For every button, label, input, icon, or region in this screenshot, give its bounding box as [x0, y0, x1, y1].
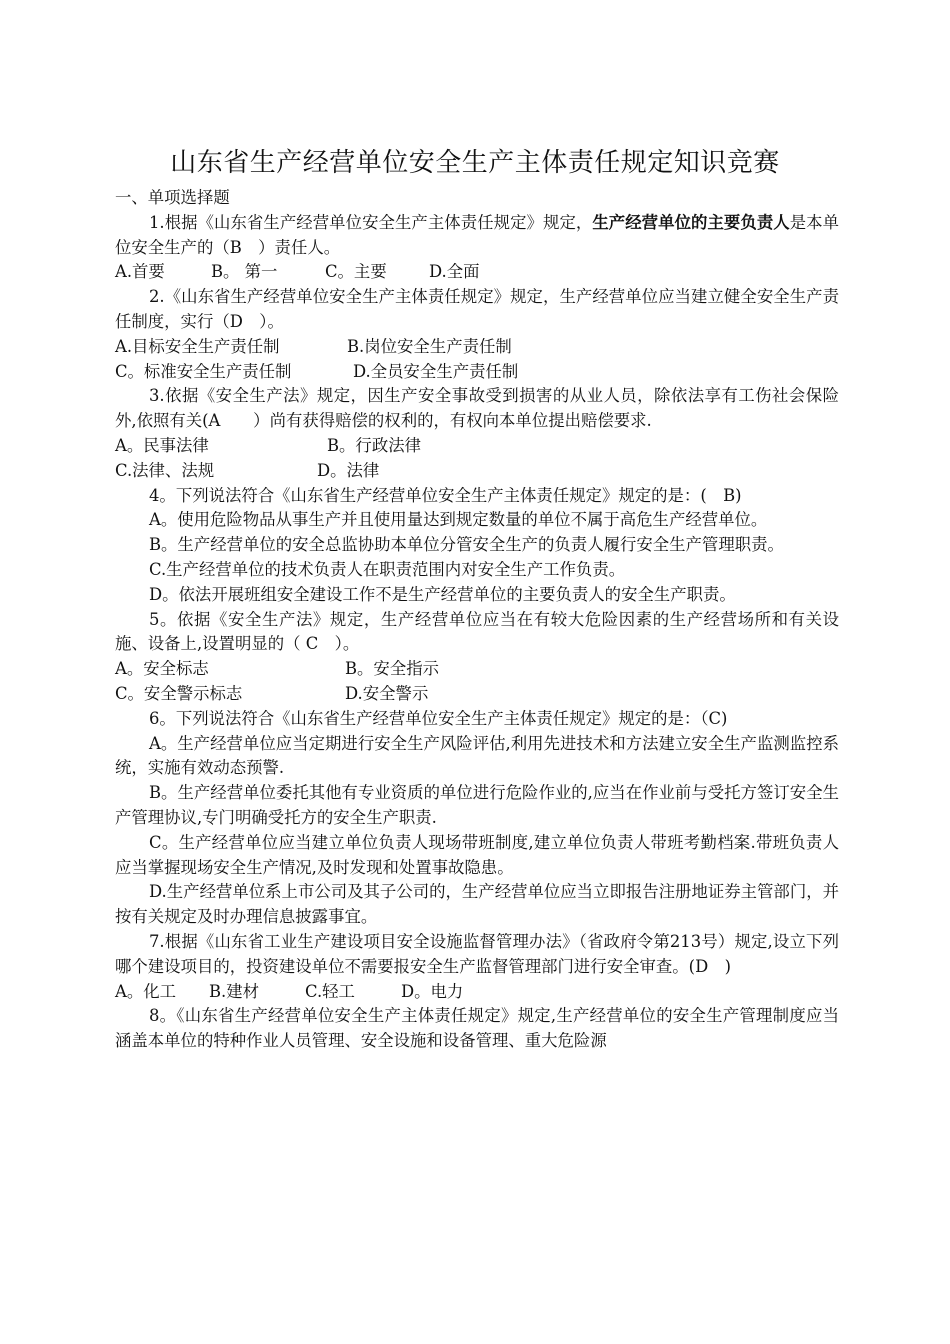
question-3-options-row-2 — [115, 459, 839, 484]
question-7-option-a: A。化工 — [115, 981, 177, 1001]
document-title: 山东省生产经营单位安全生产主体责任规定知识竞赛 — [170, 148, 780, 178]
question-4-option-a: A。使用危险物品从事生产并且使用量达到规定数量的单位不属于高危生产经营单位。 — [149, 510, 768, 530]
question-7-option-b: B.建材 — [209, 981, 260, 1001]
question-6: 6。下列说法符合《山东省生产经营单位安全生产主体责任规定》规定的是：（C) — [149, 708, 728, 728]
question-7-options — [115, 980, 839, 1005]
question-3-options-row-1 — [115, 434, 839, 459]
question-4-option-d: D。依法开展班组安全建设工作不是生产经营单位的主要负责人的安全生产职责。 — [149, 584, 736, 604]
question-6-option-d: D.生产经营单位系上市公司及其子公司的，生产经营单位应当立即报告注册地证券主管部门，并按有关规定及时办理信息披露事宜。 — [115, 882, 839, 927]
question-1-text-post: 是本单位安全生产的（B ）责任人。 — [115, 212, 840, 257]
question-3-option-c: C.法律、法规 — [115, 460, 215, 480]
question-5: 5。依据《安全生产法》规定，生产经营单位应当在有较大危险因素的生产经营场所和有关设施、设备上,设置明显的（ C ）。 — [115, 609, 839, 654]
question-3-option-a: A。民事法律 — [115, 435, 209, 455]
question-5-option-b: B。安全指示 — [345, 659, 439, 679]
question-2-options-row-2 — [115, 360, 839, 385]
question-3: 3.依据《安全生产法》规定，因生产安全事故受到损害的从业人员，除依法享有工伤社会保险外,依照有关(A ）尚有获得赔偿的权利的，有权向本单位提出赔偿要求. — [115, 386, 839, 431]
question-3-option-d: D。法律 — [317, 460, 380, 480]
question-1-text-pre: 1.根据《山东省生产经营单位安全生产主体责任规定》规定， — [149, 212, 593, 232]
question-1-option-b: B。 第一 — [211, 262, 278, 282]
question-5-option-d: D.安全警示 — [345, 683, 429, 703]
question-2-option-d: D.全员安全生产责任制 — [353, 361, 519, 381]
question-6-option-c: C。生产经营单位应当建立单位负责人现场带班制度,建立单位负责人带班考勤档案.带班负责人应当掌握现场安全生产情况,及时发现和处置事故隐患。 — [115, 832, 839, 877]
question-1-option-d: D.全面 — [429, 262, 480, 282]
question-6-option-a: A。生产经营单位应当定期进行安全生产风险评估,利用先进技术和方法建立安全生产监测监控系统，实施有效动态预警. — [115, 733, 839, 778]
question-2-option-a: A.目标安全生产责任制 — [115, 336, 280, 356]
document-body — [115, 186, 839, 1054]
question-1-options — [115, 260, 839, 285]
question-7-option-c: C.轻工 — [305, 981, 355, 1001]
question-5-options-row-2 — [115, 682, 839, 707]
question-2: 2.《山东省生产经营单位安全生产主体责任规定》规定，生产经营单位应当建立健全安全生产责任制度，实行（D ）。 — [115, 287, 839, 331]
question-1 — [115, 211, 839, 261]
question-5-options-row-1 — [115, 657, 839, 682]
question-7: 7.根据《山东省工业生产建设项目安全设施监督管理办法》（省政府令第213号）规定,设立下列哪个建设项目的，投资建设单位不需要报安全生产监督管理部门进行安全审查。(D ) — [115, 931, 839, 976]
question-4: 4。下列说法符合《山东省生产经营单位安全生产主体责任规定》规定的是：( B) — [149, 485, 742, 505]
question-5-option-c: C。安全警示标志 — [115, 683, 243, 703]
question-1-option-a: A.首要 — [115, 262, 165, 282]
section-heading: 一、单项选择题 — [115, 188, 230, 207]
question-4-option-c: C.生产经营单位的技术负责人在职责范围内对安全生产工作负责。 — [149, 559, 626, 579]
question-1-text-bold: 生产经营单位的主要负责人 — [592, 212, 790, 232]
question-2-option-c: C。标准安全生产责任制 — [115, 361, 292, 381]
question-4-option-b: B。生产经营单位的安全总监协助本单位分管安全生产的负责人履行安全生产管理职责。 — [149, 535, 784, 555]
question-2-options-row-1 — [115, 335, 839, 360]
question-5-option-a: A。安全标志 — [115, 659, 209, 679]
question-3-option-b: B。行政法律 — [327, 435, 421, 455]
question-1-option-c: C。主要 — [325, 262, 387, 282]
question-7-option-d: D。电力 — [401, 981, 464, 1001]
question-8: 8。《山东省生产经营单位安全生产主体责任规定》规定,生产经营单位的安全生产管理制度应当涵盖本单位的特种作业人员管理、安全设施和设备管理、重大危险源 — [115, 1006, 839, 1051]
question-2-option-b: B.岗位安全生产责任制 — [347, 336, 512, 356]
question-6-option-b: B。生产经营单位委托其他有专业资质的单位进行危险作业的,应当在作业前与受托方签订安全生产管理协议,专门明确受托方的安全生产职责. — [115, 783, 839, 827]
